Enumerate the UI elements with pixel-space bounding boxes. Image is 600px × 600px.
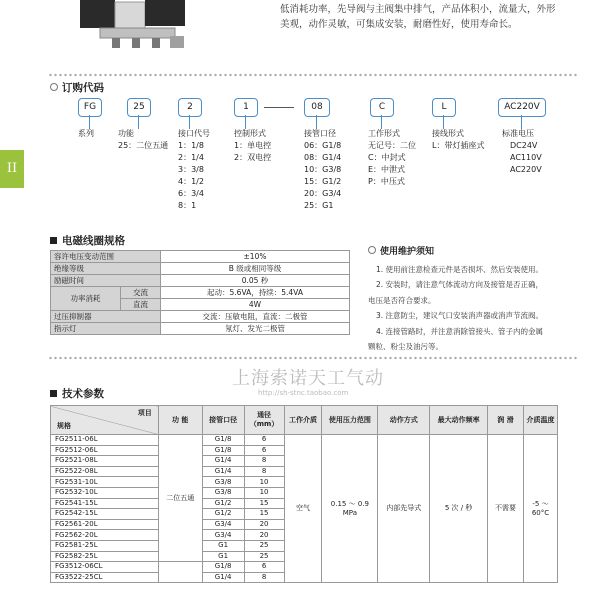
table-cell: 8: [244, 456, 284, 467]
table-cell: FG2532-10L: [51, 487, 159, 498]
table-cell: 指示灯: [51, 323, 161, 335]
order-code-box: 08: [304, 98, 330, 117]
table-cell: B 级或相同等级: [161, 263, 350, 275]
order-label-series: 系列: [78, 129, 94, 138]
table-cell: G3/8: [202, 487, 244, 498]
order-title-text: 订购代码: [62, 82, 104, 94]
table-cell: 动作方式: [378, 406, 430, 435]
intro-line: 美观，动作灵敏，可集成安装，耐磨性好，使用寿命长。: [280, 19, 518, 30]
divider: [48, 72, 578, 78]
coil-spec-table: [50, 250, 350, 335]
table-row: [51, 287, 350, 299]
table-row: [51, 311, 350, 323]
order-code-box: FG: [78, 98, 102, 117]
table-cell: 介质温度: [523, 406, 557, 435]
table-cell: G3/4: [202, 530, 244, 541]
table-cell: G1: [202, 540, 244, 551]
order-code-box: 25: [127, 98, 151, 117]
table-cell: 过压抑制器: [51, 311, 161, 323]
order-code-box: AC220V: [498, 98, 546, 117]
table-cell: FG2581-25L: [51, 540, 159, 551]
tech-section-title: 技术参数: [50, 386, 104, 401]
medium-cell: 空气: [284, 435, 322, 583]
table-cell: 绝缘等级: [51, 263, 161, 275]
table-cell: 4W: [161, 299, 350, 311]
table-cell: 6: [244, 445, 284, 456]
table-cell: G1/2: [202, 498, 244, 509]
table-cell: 25: [244, 540, 284, 551]
order-section-title: [50, 80, 104, 95]
function-cell: 二位五通: [158, 435, 202, 562]
divider: [48, 355, 578, 361]
table-cell: G1/8: [202, 435, 244, 446]
table-cell: 10: [244, 477, 284, 488]
table-cell: 15: [244, 509, 284, 520]
table-cell: 交流: [121, 287, 161, 299]
header-diagonal: 项目 规格: [51, 406, 159, 435]
table-cell: G1/8: [202, 445, 244, 456]
maintenance-notes: 使用维护须知 1. 使用前注意检查元件是否损坏、然后安装使用。 2. 安装时，请注意气体流动方向及接管是否正确， 电压是否符合要求。 3. 注意防尘，建议气口安装消声器或消声节流阀。 4. 连接管路时，并注意消除管接头、管子内的金属 颗粒、粉尘及油污等。: [368, 247, 544, 351]
table-cell: 最大动作频率: [430, 406, 488, 435]
order-label-size: 接管口径 06：G1/8 08：G1/4 10：G3/8 15：G1/2 20：G3/4 25：G1: [304, 129, 342, 210]
order-label-working: 工作形式 无记号：二位 C：中封式 E：中泄式 P：中压式: [368, 129, 416, 186]
pressure-cell: 0.15 ～ 0.9 MPa: [322, 435, 378, 583]
table-row: [51, 275, 350, 287]
order-code-box: 2: [178, 98, 202, 117]
table-cell: 接管口径: [202, 406, 244, 435]
table-cell: ±10%: [161, 251, 350, 263]
table-cell: 6: [244, 562, 284, 573]
order-label-control: 控制形式 1：单电控 2：双电控: [234, 129, 272, 162]
table-cell: G1/8: [202, 562, 244, 573]
table-cell: FG2582-25L: [51, 551, 159, 562]
table-cell: 功 能: [158, 406, 202, 435]
table-cell: 功率消耗: [51, 287, 121, 311]
order-label-port: 接口代号 1：1/8 2：1/4 3：3/8 4：1/2 6：3/4 8：1: [178, 129, 210, 210]
table-cell: 交流：压敏电阻，直流：二极管: [161, 311, 350, 323]
table-cell: FG2521-08L: [51, 456, 159, 467]
order-code-box: C: [370, 98, 394, 117]
valve-product-image: [70, 0, 210, 48]
table-cell: G1: [202, 551, 244, 562]
table-cell: FG2542-15L: [51, 509, 159, 520]
table-cell: 0.05 秒: [161, 275, 350, 287]
table-cell: 6: [244, 435, 284, 446]
order-code-box: L: [432, 98, 456, 117]
table-row: [51, 263, 350, 275]
table-cell: G1/4: [202, 572, 244, 583]
coil-section-title: 电磁线圈规格: [50, 233, 125, 248]
table-cell: FG3522-25CL: [51, 572, 159, 583]
table-cell: 容许电压变动范围: [51, 251, 161, 263]
table-cell: 直流: [121, 299, 161, 311]
table-cell: G3/4: [202, 519, 244, 530]
table-cell: 25: [244, 551, 284, 562]
tech-spec-table: [50, 405, 558, 583]
table-row: [51, 251, 350, 263]
order-label-voltage: 标准电压 DC24V AC110V AC220V: [502, 129, 542, 174]
order-code-box: 1: [234, 98, 258, 117]
table-cell: FG2561-20L: [51, 519, 159, 530]
table-cell: [158, 562, 202, 583]
table-header-row: [51, 406, 558, 435]
table-cell: FG2511-06L: [51, 435, 159, 446]
table-cell: 8: [244, 466, 284, 477]
table-cell: FG2522-08L: [51, 466, 159, 477]
product-intro: [280, 2, 580, 32]
table-cell: 氖灯、发光二极管: [161, 323, 350, 335]
table-cell: 15: [244, 498, 284, 509]
watermark-text: 上海索诺天工气动: [232, 368, 384, 389]
table-cell: FG2541-15L: [51, 498, 159, 509]
table-cell: 润 滑: [488, 406, 524, 435]
action-cell: 内部先导式: [378, 435, 430, 583]
table-cell: 8: [244, 572, 284, 583]
table-cell: 通径（mm）: [244, 406, 284, 435]
table-row: [51, 323, 350, 335]
table-cell: 20: [244, 519, 284, 530]
order-label-wiring: 接线形式 L：带灯插座式: [432, 129, 485, 150]
table-row: [51, 435, 558, 446]
lube-cell: 不需要: [488, 435, 524, 583]
table-cell: 励磁时间: [51, 275, 161, 287]
table-cell: G1/2: [202, 509, 244, 520]
table-cell: 起动：5.6VA，持续：5.4VA: [161, 287, 350, 299]
table-cell: FG2531-10L: [51, 477, 159, 488]
table-cell: 20: [244, 530, 284, 541]
order-label-function: 功能 25：二位五通: [118, 129, 169, 150]
table-cell: G3/8: [202, 477, 244, 488]
temp-cell: -5 ～ 60°C: [523, 435, 557, 583]
freq-cell: 5 次 / 秒: [430, 435, 488, 583]
intro-line: 低消耗功率，先导阀与主阀集中排气，产品体积小，流量大，外形: [280, 4, 556, 15]
table-cell: FG2562-20L: [51, 530, 159, 541]
table-cell: FG2512-06L: [51, 445, 159, 456]
table-cell: G1/4: [202, 466, 244, 477]
table-cell: FG3512-06CL: [51, 562, 159, 573]
table-cell: 10: [244, 487, 284, 498]
table-cell: G1/4: [202, 456, 244, 467]
table-cell: 使用压力范围: [322, 406, 378, 435]
table-cell: 工作介质: [284, 406, 322, 435]
chapter-tab: II: [0, 150, 24, 188]
watermark-url: http://sh-stnc.taobao.com: [258, 389, 349, 397]
dash-separator: [264, 107, 294, 108]
